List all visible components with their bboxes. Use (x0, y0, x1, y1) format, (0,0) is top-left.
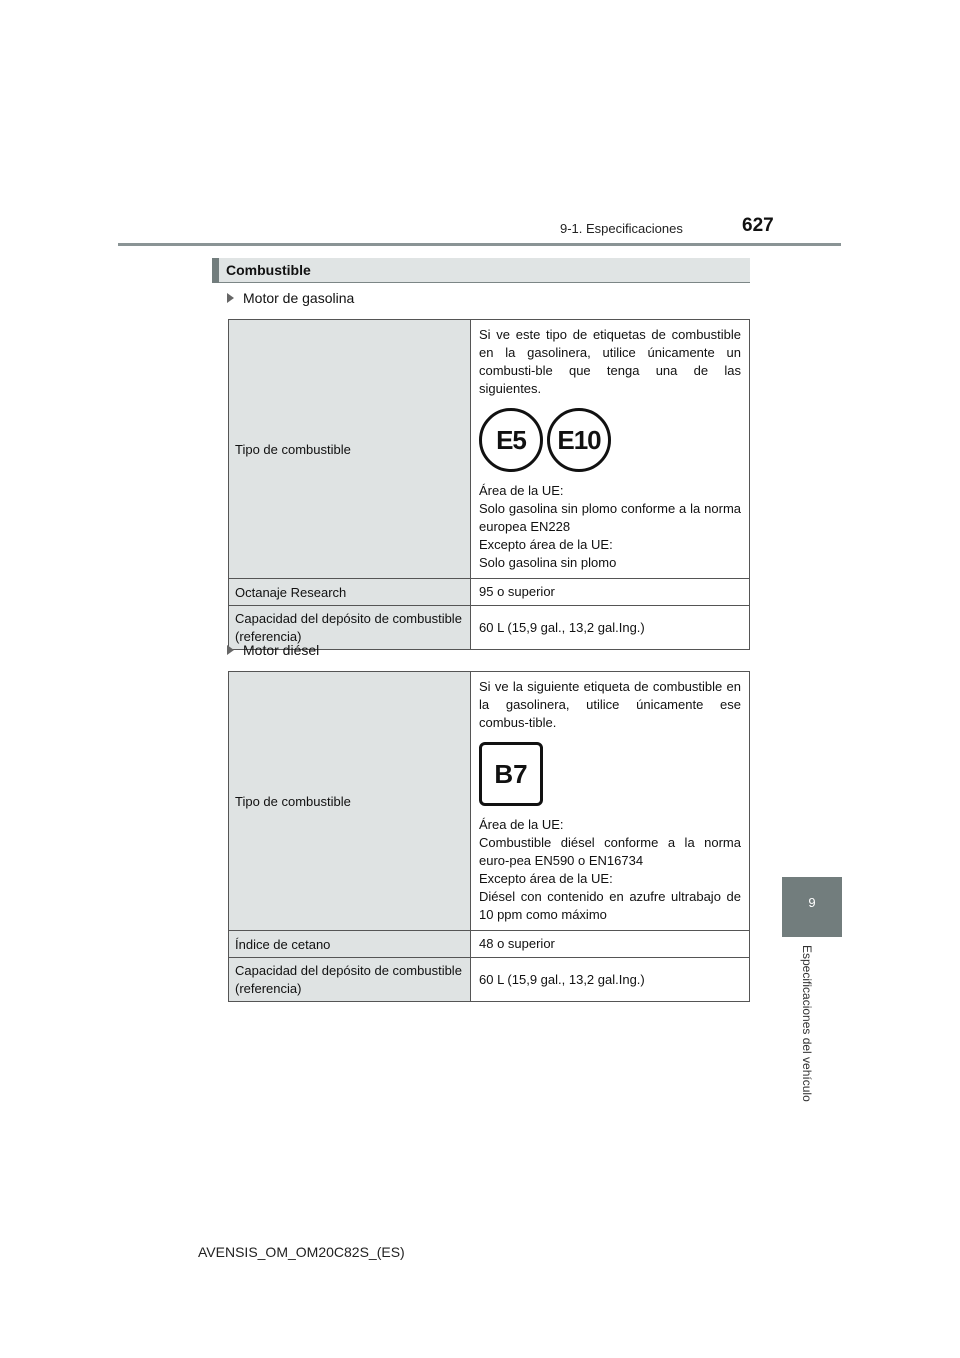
capacity-label: Capacidad del depósito de combustible (referencia) (235, 610, 462, 644)
subhead-diesel-text: Motor diésel (243, 642, 320, 658)
fuel-type-value-cell (471, 320, 750, 579)
cetane-label-cell (229, 931, 471, 958)
fuel-label-badges (479, 408, 741, 472)
table-row (229, 931, 750, 958)
eu-area-label: Área de la UE: (479, 483, 564, 498)
header-rule (118, 243, 841, 246)
capacity-value-cell (471, 958, 750, 1002)
except-eu-area-spec: Diésel con contenido en azufre ultrabajo de 10 ppm como máximo (479, 889, 741, 922)
capacity-value: 60 L (15,9 gal., 13,2 gal.Ing.) (479, 971, 645, 987)
gasoline-spec-table (228, 319, 750, 650)
octane-label-cell (229, 579, 471, 606)
eu-area-spec: Solo gasolina sin plomo conforme a la norma europea EN228 (479, 501, 741, 534)
cetane-label: Índice de cetano (235, 936, 331, 952)
fuel-intro-text: Si ve este tipo de etiquetas de combustible en la gasolinera, utilice únicamente un combusti-ble que tenga una de las siguientes. (479, 327, 741, 396)
cetane-value: 48 o superior (479, 936, 555, 951)
except-eu-area-label: Excepto área de la UE: (479, 537, 613, 552)
e5-fuel-label-icon: E5 (479, 408, 543, 472)
capacity-value-cell (471, 606, 750, 650)
except-eu-area-label: Excepto área de la UE: (479, 871, 613, 886)
e10-fuel-label-icon: E10 (547, 408, 611, 472)
table-row (229, 579, 750, 606)
triangle-bullet-icon (227, 645, 234, 655)
cetane-value-cell (471, 931, 750, 958)
fuel-type-label: Tipo de combustible (235, 793, 351, 809)
table-row (229, 320, 750, 579)
capacity-label: Capacidad del depósito de combustible (referencia) (235, 962, 462, 996)
octane-value-cell (471, 579, 750, 606)
eu-area-label: Área de la UE: (479, 817, 564, 832)
fuel-type-label: Tipo de combustible (235, 441, 351, 457)
capacity-label-cell (229, 958, 471, 1002)
chapter-tab-number: 9 (808, 895, 816, 910)
fuel-intro-text: Si ve la siguiente etiqueta de combustible en la gasolinera, utilice únicamente ese combus-tible. (479, 679, 741, 730)
running-header-section: 9-1. Especificaciones (560, 221, 683, 236)
subhead-gasoline-text: Motor de gasolina (243, 290, 355, 306)
fuel-type-label-cell (229, 320, 471, 579)
page-number: 627 (742, 215, 774, 236)
octane-label: Octanaje Research (235, 584, 347, 600)
eu-area-spec: Combustible diésel conforme a la norma euro-pea EN590 o EN16734 (479, 835, 741, 868)
fuel-type-label-cell (229, 672, 471, 931)
octane-value: 95 o superior (479, 584, 555, 599)
capacity-value: 60 L (15,9 gal., 13,2 gal.Ing.) (479, 619, 645, 635)
table-row (229, 958, 750, 1002)
section-title: Combustible (226, 262, 311, 278)
table-row (229, 672, 750, 931)
chapter-side-label-text: Especificaciones del vehículo (800, 945, 814, 1102)
b7-fuel-label-icon: B7 (479, 742, 543, 806)
document-code-footer: AVENSIS_OM_OM20C82S_(ES) (198, 1244, 405, 1260)
subhead-diesel (227, 642, 319, 658)
subhead-gasoline (227, 290, 354, 306)
section-title-accent (212, 258, 219, 283)
chapter-side-label (800, 945, 820, 1115)
triangle-bullet-icon (227, 293, 234, 303)
diesel-spec-table (228, 671, 750, 1002)
except-eu-area-spec: Solo gasolina sin plomo (479, 555, 617, 570)
fuel-type-value-cell (471, 672, 750, 931)
